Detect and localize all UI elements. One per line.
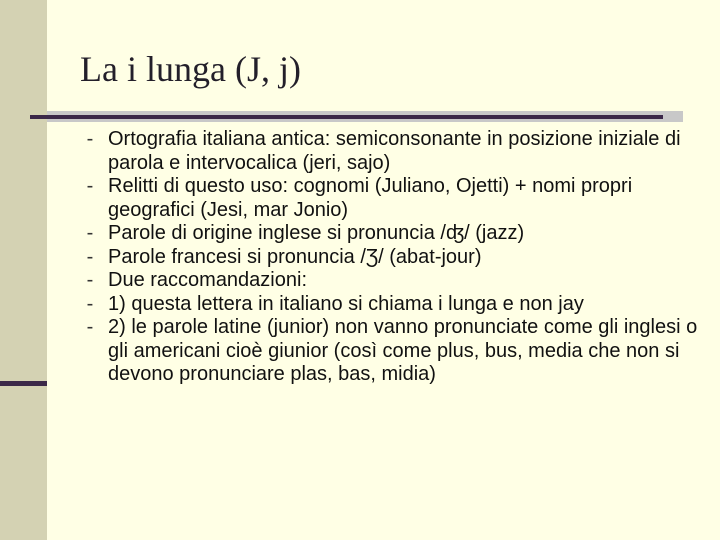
bullet-item: [80, 246, 700, 270]
title-divider-line: [30, 115, 663, 119]
bullet-text: Relitti di questo uso: cognomi (Juliano, Ojetti) + nomi propri geografici (Jesi, mar Jonio): [108, 175, 633, 221]
dash-bullet-icon: -: [86, 128, 94, 150]
dash-bullet-icon: -: [86, 316, 94, 338]
bullet-text: 2) le parole latine (junior) non vanno pronunciate come gli inglesi o gli americani cioè giunior (così come plus, bus, media che non si devono pronunciare plas, bas, midia): [108, 316, 698, 385]
sidebar-divider-line: [0, 381, 47, 386]
dash-bullet-icon: -: [86, 245, 94, 268]
dash-bullet-icon: -: [86, 222, 94, 244]
dash-bullet-icon: -: [86, 175, 94, 197]
bullet-item: [80, 175, 700, 222]
dash-bullet-icon: -: [86, 269, 94, 291]
bullet-text: Parole francesi si pronuncia /Ʒ/ (abat-jour): [108, 245, 482, 268]
bullet-list: [80, 128, 700, 387]
bullet-text: Parole di origine inglese si pronuncia /ʤ/ (jazz): [108, 222, 525, 244]
bullet-item: [80, 316, 700, 387]
bullet-text: Ortografia italiana antica: semiconsonante in posizione iniziale di parola e intervocalica (jeri, sajo): [108, 128, 681, 174]
dash-bullet-icon: -: [86, 292, 94, 315]
bullet-item: [80, 293, 700, 317]
slide-title: La i lunga (J, j): [80, 49, 301, 89]
bullet-text: 1) questa lettera in italiano si chiama i lunga e non jay: [108, 292, 584, 315]
bullet-item: [80, 269, 700, 293]
bullet-text: Due raccomandazioni:: [108, 269, 307, 291]
bullet-item: [80, 128, 700, 175]
bullet-item: [80, 222, 700, 246]
left-sidebar-band: [0, 0, 47, 540]
